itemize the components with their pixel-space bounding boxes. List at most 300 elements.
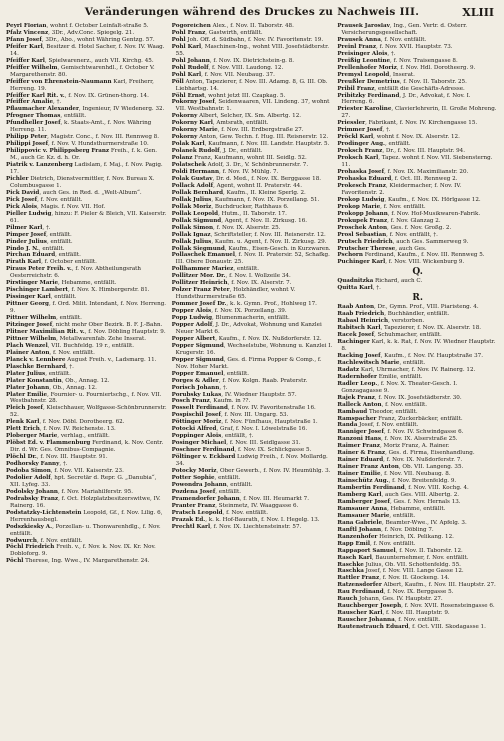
entry-details: , f. Nov. IV. Mühlg. 7. bbox=[219, 169, 279, 176]
entry-details: , entfällt. bbox=[384, 141, 411, 148]
directory-entry bbox=[6, 496, 167, 510]
directory-entry bbox=[6, 357, 167, 364]
directory-entry bbox=[172, 23, 333, 30]
directory-entry bbox=[172, 65, 333, 72]
entry-details: Adolf, 3. Dr., V. Schönbrunnerstr. 7. bbox=[205, 162, 309, 169]
entry-details: Joh. Off. d. Südbahn, f. Nov. IV. Favoritenstr. 19. bbox=[185, 36, 324, 43]
directory-entry bbox=[172, 371, 333, 378]
entry-name: Rabitsch Karl bbox=[337, 325, 381, 332]
entry-details: , auch Ges. bbox=[395, 245, 427, 252]
entry-details: Karl, k. k. Rat, f. Nov. IV. Wiedner Hauptstr. 8. bbox=[341, 339, 496, 352]
entry-name: Rambertin Ferdinand bbox=[337, 485, 405, 492]
entry-name: Pfrogner Thomas bbox=[6, 113, 61, 120]
entry-name: Porges & Adler bbox=[171, 377, 219, 384]
directory-entry bbox=[6, 99, 167, 106]
entry-name: Prodinger Aug. bbox=[337, 141, 385, 148]
entry-details: , nicht mehr Ober Bezirk. B. F. J.-Bahn. bbox=[52, 321, 163, 328]
directory-entry bbox=[337, 422, 498, 429]
entry-details: , f. Nov. IX. Liechtensteinstr. 57. bbox=[210, 523, 302, 530]
entry-details: , Kaufmann, f. Nov. IX. Porzellang. 51. bbox=[211, 196, 320, 203]
entry-name: Polak Gustav bbox=[171, 175, 213, 182]
directory-entry bbox=[172, 405, 333, 412]
entry-details: , Buchhändler, entfällt. bbox=[384, 311, 450, 318]
directory-entry bbox=[337, 311, 498, 318]
directory-entry bbox=[172, 392, 333, 399]
entry-details: , k. k. Hof-Baurath, f. Nov. I. Hegelg. 13. bbox=[205, 516, 320, 523]
directory-entry bbox=[337, 562, 498, 569]
directory-entry bbox=[172, 503, 333, 510]
directory-entry bbox=[6, 246, 167, 253]
entry-details: Ludwig Freih., f. Nov. Mollardg. 34. bbox=[175, 454, 328, 468]
directory-entry bbox=[337, 58, 498, 65]
directory-entry bbox=[172, 169, 333, 176]
entry-details: , f. Nov. XVII. Rosensteingasse 6. bbox=[401, 603, 495, 610]
entry-name: Prokesch Franz bbox=[337, 182, 386, 189]
entry-name: Pöttinger Moriz bbox=[171, 419, 222, 426]
entry-details: , entfällt. bbox=[38, 245, 65, 252]
directory-entry bbox=[172, 190, 333, 197]
directory-entry bbox=[6, 489, 167, 496]
entry-name: Pittner Wilhelm bbox=[6, 315, 57, 322]
directory-entry bbox=[337, 44, 498, 51]
directory-entry bbox=[337, 211, 498, 218]
entry-details: , f. Nov. VIII. Wickenburg 9. bbox=[385, 259, 465, 266]
entry-name: Philippi Josef bbox=[6, 141, 49, 148]
directory-entry bbox=[6, 211, 167, 225]
directory-entry bbox=[172, 378, 333, 385]
entry-details: , Wechselstube, Wohnung u. Kanzlei I. Krugerstr. 16. bbox=[175, 342, 333, 356]
directory-entry bbox=[337, 325, 498, 332]
entry-details: , f. Nov. entfällt. bbox=[381, 401, 428, 408]
entry-name: Rauscher Johanna bbox=[337, 617, 395, 624]
entry-name: Prohaska Eduard bbox=[337, 175, 392, 182]
entry-details: , f. Oct. Holzplatzbesitzerswitwe, IV. Rainerg. 16. bbox=[10, 495, 161, 509]
entry-name: Priester Karoline bbox=[337, 106, 392, 113]
entry-details: Freih., f. k. Gen. M., auch Gr. Kz. d. h. Or. bbox=[10, 148, 158, 162]
entry-details: , f. Nov. IX. Schlickgasse 5. bbox=[234, 447, 312, 454]
directory-entry bbox=[337, 79, 498, 86]
entry-name: Primmer Josef bbox=[337, 127, 383, 134]
directory-entry bbox=[6, 371, 167, 378]
entry-details: , Kaufm., Eisen-Gesch. in Kurzwaren. bbox=[224, 245, 331, 252]
entry-name: Pfeiffer Karl Rit. v. bbox=[6, 92, 65, 99]
entry-details: , Hebamme, entfällt. bbox=[58, 280, 117, 287]
entry-details: , Kaufm., II. Kleine Sperlg. 2. bbox=[223, 189, 306, 196]
page-number: XLIII bbox=[462, 6, 494, 19]
entry-details: , f. Nov. Mariahilferstr. 95. bbox=[57, 488, 134, 495]
directory-entry bbox=[6, 287, 167, 294]
entry-details: , Ob. VII. Langeng. 35. bbox=[398, 464, 464, 471]
directory-entry bbox=[6, 510, 167, 524]
entry-details: , f. October entfällt. bbox=[41, 259, 97, 266]
entry-name: Raab Anton bbox=[337, 304, 375, 311]
entry-name: Pollak Julius bbox=[171, 238, 212, 245]
entry-details: , entfällt. bbox=[223, 370, 250, 377]
directory-entry bbox=[6, 225, 167, 232]
entry-name: Pokorny bbox=[171, 134, 198, 141]
entry-name: Rainer & Franz bbox=[337, 450, 386, 457]
entry-name: Prazak Ed. bbox=[171, 516, 206, 523]
directory-entry bbox=[337, 429, 498, 436]
entry-details: , Kaufm. in ??. bbox=[209, 398, 251, 405]
directory-entry bbox=[6, 454, 167, 461]
directory-entry bbox=[6, 266, 167, 280]
entry-name: Pöltinger v. Eckbard bbox=[171, 454, 236, 461]
directory-entry bbox=[172, 398, 333, 405]
entry-details: , Ges. f. Nov. Hernals 13. bbox=[389, 498, 461, 505]
entry-details: , f. Nov. IX. Nußdorferstr. 7. bbox=[383, 457, 463, 464]
entry-details: , f. Nov. IX. Berggasse 5. bbox=[383, 589, 454, 596]
entry-name: Rajek Franz bbox=[337, 394, 375, 401]
directory-entry bbox=[337, 534, 498, 541]
entry-details: , Dr. d. Med., f. Nov. IX. Berggasse 18. bbox=[212, 175, 322, 182]
directory-entry bbox=[337, 513, 498, 520]
entry-name: Prutscher Therese bbox=[337, 245, 396, 252]
entry-details: Anton, Tapezierer, f. Nov. III. Adamg. 8, G. III. Ob. Liebhartsg. 14. bbox=[175, 78, 328, 92]
entry-details: , f. Nov. entfällt. bbox=[380, 203, 426, 210]
entry-name: Posselt Ferdinand bbox=[171, 405, 228, 412]
entry-name: Rachinger bbox=[337, 339, 370, 346]
entry-details: , hinzu: F. Pieler & Bleich, VII. Kaiserstr. 61. bbox=[10, 210, 167, 224]
directory-entry bbox=[6, 252, 167, 259]
directory-entry bbox=[172, 266, 333, 273]
column-2 bbox=[172, 23, 333, 741]
entry-name: Ranniger Josef bbox=[337, 429, 384, 436]
directory-entry bbox=[172, 440, 333, 447]
directory-entry bbox=[337, 225, 498, 232]
directory-entry bbox=[337, 443, 498, 450]
directory-entry bbox=[172, 225, 333, 232]
entry-name: Preußler Demetrius bbox=[337, 78, 400, 85]
directory-entry bbox=[6, 322, 167, 329]
entry-details: , Bauunternehmer, f. Nov. entfällt. bbox=[371, 554, 469, 561]
entry-name: Pohl Karl bbox=[171, 43, 202, 50]
entry-details: Ladislam, f. Maj., f. Nov. Pagig. 17. bbox=[10, 162, 163, 176]
entry-details: , entfällt. bbox=[215, 488, 241, 495]
entry-details: , f. Nov. Breitenfeldg. 9. bbox=[388, 478, 457, 485]
directory-entry bbox=[172, 120, 333, 127]
entry-details: , f. Nov. Hdl. Dorotheerg. 9. bbox=[396, 64, 476, 71]
entry-name: Ramberg Karl bbox=[337, 492, 382, 498]
directory-entry bbox=[6, 141, 167, 148]
directory-entry bbox=[172, 183, 333, 190]
entry-name: Pieller Ludwig bbox=[6, 210, 52, 217]
entry-details: , Magis. f. Nov. VII. Hof. bbox=[37, 203, 106, 210]
entry-details: , f. Nov. II. Taborstr. 12. bbox=[395, 547, 463, 554]
directory-entry bbox=[6, 113, 167, 120]
directory-entry bbox=[337, 582, 498, 589]
entry-details: , Gastwirth, entfällt. bbox=[205, 29, 263, 36]
entry-name: Powondra Johann bbox=[171, 481, 227, 488]
entry-details: , f. Ord. Milit. Intendant, f. Nov. Herreng. 9. bbox=[10, 301, 167, 315]
entry-details: , Dr., f. Nov. III. Hauptstr. 94. bbox=[382, 148, 466, 155]
column-1 bbox=[6, 23, 167, 741]
entry-details: , f. Nov. entfällt. bbox=[380, 36, 427, 43]
entry-details: , entfällt. bbox=[399, 359, 426, 366]
directory-entry bbox=[172, 141, 333, 148]
directory-entry bbox=[6, 350, 167, 357]
directory-entry bbox=[172, 204, 333, 211]
entry-details: , f. Nov. entfällt. bbox=[37, 537, 83, 544]
entry-name: Prausek Jaroslav bbox=[337, 23, 390, 29]
entry-details: Richard, auch C. bbox=[373, 278, 423, 285]
directory-entry bbox=[172, 218, 333, 225]
directory-entry bbox=[172, 357, 333, 371]
entry-name: Pfeifer Karl bbox=[6, 43, 43, 50]
entry-details: , auch Ges. in Red. d. „Welt-Album“. bbox=[39, 189, 142, 196]
entry-details: , Kaufm. u. Agent, f. Nov. II. Zirkusg. 29. bbox=[211, 238, 327, 245]
entry-name: Rainschütz Aug. bbox=[337, 478, 389, 485]
directory-entry bbox=[337, 218, 498, 225]
entry-name: Pollak Ignaz bbox=[171, 231, 211, 238]
entry-name: Podrabsky Franz bbox=[6, 495, 59, 502]
entry-details: , †. bbox=[42, 224, 51, 231]
entry-name: Pokorny bbox=[171, 113, 198, 120]
entry-details: , IV. Wiedner Hauptstr. 57. bbox=[221, 391, 297, 398]
entry-name: Poldi Hermann bbox=[171, 169, 220, 176]
directory-entry bbox=[337, 610, 498, 617]
entry-name: Popper Sigmund bbox=[171, 342, 224, 349]
entry-details: , f. Nov. IX. Josefstädterstr. 30. bbox=[374, 394, 462, 401]
entry-details: Anton, Gew. Techn. f. Hug. III. Reisnerstr. 12. bbox=[197, 134, 329, 141]
entry-name: Pfeiffer Amalie bbox=[6, 99, 54, 106]
entry-details: , f. Nov. Hof-Musikwaren-Fabrik. bbox=[387, 210, 481, 217]
directory-entry bbox=[172, 426, 333, 433]
directory-entry bbox=[172, 301, 333, 308]
entry-details: Johann, Ges. IV. Hauptstr. 27. bbox=[357, 596, 443, 603]
directory-entry bbox=[172, 419, 333, 426]
directory-entry bbox=[172, 343, 333, 357]
entry-details: , f. Nov. V. Hundsthurmerstraße 10. bbox=[48, 141, 149, 148]
entry-details: , †. bbox=[65, 363, 74, 370]
entry-details: , Inserat. bbox=[389, 71, 415, 78]
directory-entry bbox=[337, 548, 498, 555]
entry-details: , entfällt. bbox=[226, 481, 253, 488]
directory-entry bbox=[172, 155, 333, 162]
directory-entry bbox=[172, 232, 333, 239]
entry-name: Prokop Marie bbox=[337, 203, 381, 210]
entry-details: , Steinmetz, IV. Waaggasse 6. bbox=[215, 502, 299, 509]
directory-entry bbox=[6, 162, 167, 176]
entry-details: , f. Nov. III. Heumarkt 7. bbox=[239, 495, 309, 502]
entry-details: , Ob., Annag. 12. bbox=[49, 384, 97, 391]
entry-details: , J. Dr., Advokat, f. Nov. I. Herreng. 6. bbox=[341, 92, 471, 106]
entry-name: Pollitzer Mor. Dr. bbox=[171, 273, 226, 280]
entry-name: Philippovic v. Philippsberg Franz bbox=[6, 148, 110, 155]
entry-name: Pittner Wilhelm bbox=[6, 335, 57, 342]
entry-details: Ferdinand, Kaufm., f. Nov. III. Rennweg 5. bbox=[362, 252, 485, 259]
directory-entry bbox=[337, 120, 498, 127]
entry-name: Rautenstrauch Eduard bbox=[337, 624, 409, 631]
directory-entry bbox=[172, 273, 333, 280]
entry-name: Racking Josef bbox=[337, 352, 381, 359]
entry-details: , f. Nov. III. Hauptstr. 91. bbox=[36, 454, 108, 461]
entry-details: , Ob., Annag. 12. bbox=[61, 377, 110, 384]
entry-name: Radatz bbox=[337, 366, 360, 373]
entry-details: , Holzhändler, wohnt V. Hundsthurmerstraße 65. bbox=[175, 287, 296, 301]
directory-entry bbox=[172, 127, 333, 134]
entry-details: , f. Nov. IX. Maximilianstr. 20. bbox=[384, 169, 469, 176]
entry-details: , Ges. f. Nov. Großg. 2. bbox=[387, 224, 452, 231]
entry-name: Pick David bbox=[6, 189, 40, 196]
entry-name: Pospischil Josef bbox=[171, 412, 221, 419]
entry-name: Pinder Julius bbox=[6, 238, 47, 245]
entry-name: Popper Alois bbox=[171, 308, 212, 315]
entry-details: , k. k. Gymn. Prof., Hohlweg 17. bbox=[226, 301, 317, 308]
directory-entry bbox=[172, 239, 333, 246]
directory-entry bbox=[337, 65, 498, 72]
entry-details: , Dr., Gymn. Prof., VIII. Piaristeng. 4. bbox=[374, 304, 479, 311]
entry-details: , f. Nov. IX. Grünen-thorg. 14. bbox=[64, 92, 149, 99]
entry-details: , Porzellan- u. Thonwarenhdlg., f. Nov. entfällt. bbox=[10, 523, 161, 537]
entry-name: Plöchl Dr. bbox=[6, 454, 37, 461]
directory-entry bbox=[172, 468, 333, 475]
directory-entry bbox=[337, 141, 498, 148]
entry-name: Podoba Simon bbox=[6, 468, 51, 474]
directory-entry bbox=[172, 280, 333, 287]
entry-name: Prokupek Franz bbox=[337, 217, 388, 224]
entry-details: Albert, Kaufm., f. Nov. III. Hauptstr. 27. bbox=[381, 582, 496, 589]
entry-name: Plenk Karl bbox=[6, 419, 40, 426]
entry-details: , Fabrikant, f. Nov. IV. Kirchengasse 15. bbox=[365, 120, 478, 127]
directory-entry bbox=[6, 301, 167, 315]
directory-entry bbox=[172, 246, 333, 253]
entry-details: Albert, Selcher, IX. Sm. Albertg. 12. bbox=[197, 113, 302, 120]
directory-entry bbox=[337, 51, 498, 58]
entry-name: Radernhofer bbox=[337, 373, 377, 380]
entry-name: Pollak Julius bbox=[171, 196, 212, 203]
entry-details: , entfällt. bbox=[233, 266, 260, 273]
entry-name: Potocky Moriz bbox=[171, 468, 217, 474]
directory-entry bbox=[172, 99, 333, 113]
entry-details: , entfällt die Geschäfts-Adresse. bbox=[374, 85, 465, 92]
entry-details: , f. Nov. Traisengasse 8. bbox=[390, 57, 458, 64]
entry-details: , f. Oct. III. Rennweg 2. bbox=[391, 175, 458, 182]
directory-entry bbox=[337, 367, 498, 374]
entry-name: Piraus Peter Freih. v. bbox=[6, 266, 72, 273]
entry-name: Raschka bbox=[337, 568, 364, 575]
entry-details: Franz, Kaufmann, wohnt III. Seidlg. 52. bbox=[192, 155, 307, 162]
entry-details: , †. bbox=[387, 50, 396, 57]
directory-entry bbox=[337, 93, 498, 107]
entry-name: Prausek Anna bbox=[337, 36, 381, 43]
entry-name: Pfalz Vincenz bbox=[6, 29, 49, 36]
entry-name: Randa bbox=[337, 422, 358, 429]
entry-name: Prokopp Johann bbox=[337, 210, 388, 217]
entry-details: , Agent, f. Nov. II. Zirkusg. 16. bbox=[221, 217, 308, 224]
entry-name: Pribitzky Ferdinand bbox=[337, 92, 400, 99]
directory-entry bbox=[6, 197, 167, 204]
directory-entry bbox=[6, 558, 167, 565]
entry-name: Pöchl bbox=[6, 558, 24, 565]
entry-details: , f. Nov. Fünfhaus, Hauptstraße 1. bbox=[221, 419, 318, 426]
entry-details: , †. bbox=[53, 99, 62, 106]
entry-name: Pirchan Eduard bbox=[6, 252, 56, 259]
entry-details: Karl, Freiherr, Herreng. 19. bbox=[10, 78, 154, 92]
entry-details: , f. Nov. IV. Favoritenstraße 16. bbox=[227, 405, 316, 412]
directory-entry bbox=[337, 259, 498, 266]
entry-name: Pollak Siegmund bbox=[171, 245, 225, 252]
entry-details: , f. Nov. III. Erdbergstraße 27. bbox=[217, 127, 304, 134]
entry-details: , Kaufm., f. Nov. IV. Hauptstraße 37. bbox=[380, 352, 484, 359]
entry-details: , f. Nov. VII. Kaiserstr. 23. bbox=[50, 468, 124, 474]
entry-details: , f. Nov. II. Taborstr. 25. bbox=[399, 78, 467, 85]
directory-entry bbox=[6, 419, 167, 426]
entry-name: Polanek Rudolf bbox=[171, 148, 220, 155]
entry-details: , Tapez. wohnt f. Nov. VII. Siebensterng. 11. bbox=[341, 155, 493, 169]
entry-name: Pindo J. N. bbox=[6, 245, 39, 252]
entry-name: Puchinger Karl bbox=[337, 259, 386, 266]
directory-entry bbox=[337, 285, 498, 292]
entry-details: , Blumenmacherin, entfällt. bbox=[212, 315, 290, 322]
directory-entry bbox=[172, 510, 333, 517]
entry-name: Pokorny Karl bbox=[171, 120, 213, 127]
entry-details: , Spielwarenerz., auch VII. Kirchg. 45. bbox=[44, 57, 154, 64]
entry-name: Pöll bbox=[171, 78, 184, 85]
entry-details: , f. Nov. Döbl. Dorotheerg. 62. bbox=[39, 419, 125, 426]
directory-entry bbox=[337, 402, 498, 409]
directory-entry bbox=[337, 499, 498, 506]
entry-details: , f. Nov. IX. Alserstraße 25. bbox=[381, 436, 458, 443]
entry-name: Pohl Karl bbox=[171, 71, 202, 78]
directory-entry bbox=[6, 23, 167, 30]
entry-name: Posch Franz bbox=[171, 398, 210, 405]
directory-entry bbox=[6, 343, 167, 350]
entry-name: Ranftl Johann bbox=[337, 526, 382, 533]
entry-details: , f. Nov. Döbling Hauptstr. 9. bbox=[84, 328, 166, 335]
entry-details: , f. Nov. entfällt. bbox=[37, 196, 83, 203]
entry-details: , f. Nov. XVII. Hauptstr. 73. bbox=[376, 43, 453, 50]
entry-name: Ratzensdorfer bbox=[337, 582, 382, 589]
entry-details: , Hutm., II. Taborstr. 17. bbox=[218, 210, 287, 217]
directory-entry bbox=[172, 44, 333, 58]
entry-name: Pohl Rudolf bbox=[171, 64, 209, 71]
entry-name: Rachlewitsch Marie bbox=[337, 359, 400, 366]
entry-details: , f. Nov. Döbling 7. bbox=[381, 526, 434, 533]
entry-name: Pribil Franz bbox=[337, 85, 375, 92]
entry-name: Prellenhofer Moriz bbox=[337, 64, 397, 71]
directory-entry bbox=[172, 308, 333, 315]
directory-entry bbox=[337, 169, 498, 176]
entry-details: , f. Nov. entfällt. bbox=[49, 349, 95, 356]
directory-entry bbox=[337, 485, 498, 492]
entry-details: , k. Staats-Amt., f. Nov. Währing Herreng. 11. bbox=[10, 120, 152, 134]
entry-details: , entfällt. bbox=[56, 315, 82, 322]
entry-name: Ramberger Josef bbox=[337, 498, 390, 505]
entry-name: Proksch Franz bbox=[337, 148, 383, 155]
entry-details: , auch Ges. VIII. Albertg. 2. bbox=[381, 492, 460, 498]
entry-name: Pokorny Josef bbox=[171, 99, 215, 106]
entry-details: , hpt. Secretär d. Repr. G. „Danubia“, XII. Lyfeg. 33. bbox=[10, 474, 157, 488]
entry-name: Pollaschek Emanuel bbox=[171, 252, 235, 259]
page-header bbox=[6, 6, 498, 20]
entry-name: Pollitzer Heinrich bbox=[171, 280, 228, 287]
entry-name: Pitzinger Josef bbox=[6, 321, 53, 328]
entry-details: Therese, Ing. Wwe., IV. Margarethenstr. 24. bbox=[23, 558, 150, 565]
entry-name: Podstatzky-Lichtenstein bbox=[6, 509, 82, 516]
entry-details: , 3Dr., Abo., wohnt Währing Gentzg. 57. bbox=[41, 36, 155, 43]
entry-details: , f. Nov. VII. Neubaug. 8. bbox=[380, 471, 451, 478]
directory-entry bbox=[337, 492, 498, 499]
directory-entry bbox=[337, 72, 498, 79]
directory-entry bbox=[172, 517, 333, 524]
directory-entry bbox=[337, 86, 498, 93]
directory-entry bbox=[337, 197, 498, 204]
entry-details: Ferdinand, k. Nov. Centr. Dir. d. Wr. Ges. Omnibus-Compagnie. bbox=[10, 440, 164, 454]
entry-details: , f. Nov. entfällt. bbox=[222, 509, 268, 516]
entry-name: Pollak Bernhard bbox=[171, 189, 224, 196]
directory-entry bbox=[172, 454, 333, 468]
